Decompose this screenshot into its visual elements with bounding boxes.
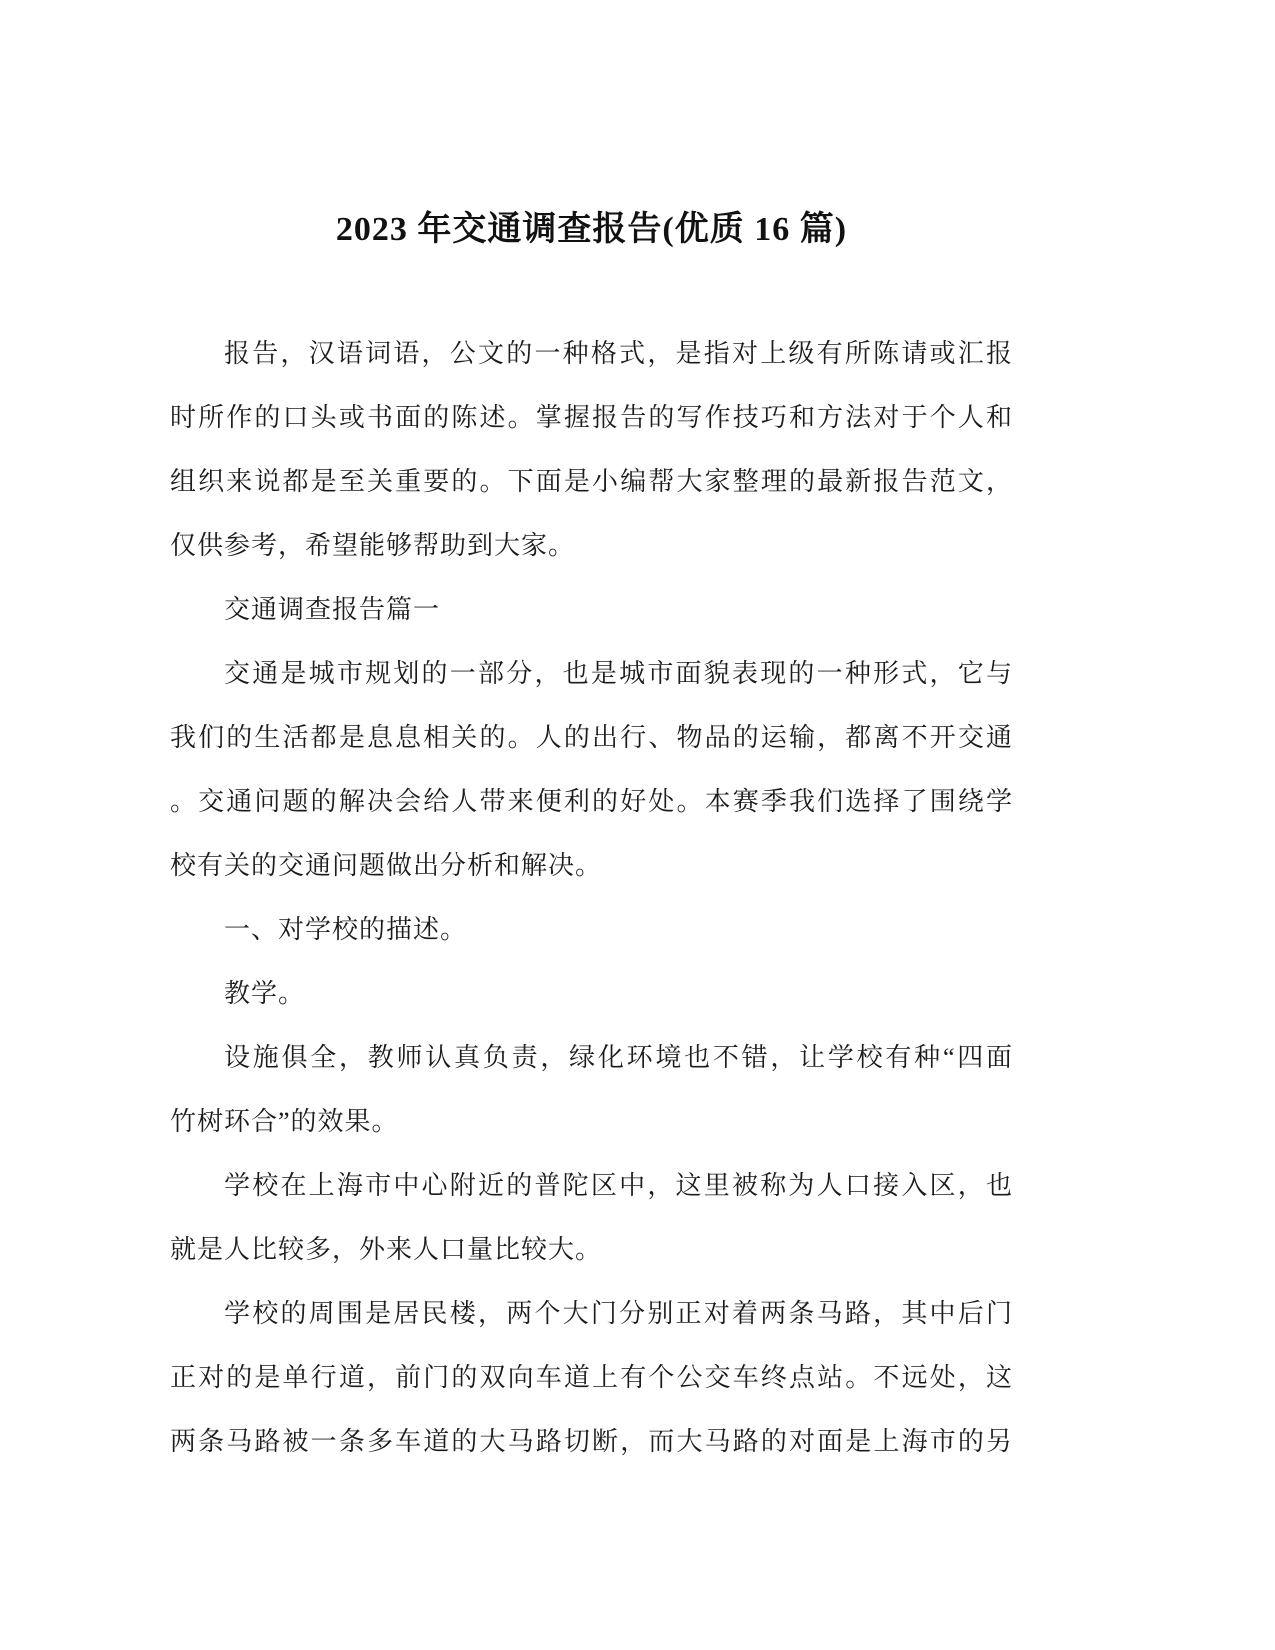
body-line: 一、对学校的描述。 (224, 915, 468, 944)
body-line: 教学。 (224, 979, 306, 1008)
body-line: 竹树环合”的效果。 (170, 1107, 399, 1136)
body-line: 正对的是单行道，前门的双向车道上有个公交车终点站。不远处，这 (170, 1363, 1013, 1392)
body-line: 学校在上海市中心附近的普陀区中，这里被称为人口接入区，也 (224, 1171, 1013, 1200)
body-line: 时所作的口头或书面的陈述。掌握报告的写作技巧和方法对于个人和 (170, 403, 1013, 432)
body-line: 校有关的交通问题做出分析和解决。 (170, 851, 603, 880)
body-line: 。交通问题的解决会给人带来便利的好处。本赛季我们选择了围绕学 (170, 787, 1013, 816)
body-line: 仅供参考，希望能够帮助到大家。 (170, 531, 576, 560)
body-line: 就是人比较多，外来人口量比较大。 (170, 1235, 603, 1264)
body-line: 组织来说都是至关重要的。下面是小编帮大家整理的最新报告范文， (170, 467, 1013, 496)
body-line: 交通调查报告篇一 (224, 595, 441, 624)
body-line: 报告，汉语词语，公文的一种格式，是指对上级有所陈请或汇报 (224, 339, 1013, 368)
body-line: 交通是城市规划的一部分，也是城市面貌表现的一种形式，它与 (224, 659, 1013, 688)
body-line: 设施俱全，教师认真负责，绿化环境也不错，让学校有种“四面 (224, 1043, 1013, 1072)
body-line: 我们的生活都是息息相关的。人的出行、物品的运输，都离不开交通 (170, 723, 1013, 752)
body-line: 学校的周围是居民楼，两个大门分别正对着两条马路，其中后门 (224, 1299, 1013, 1328)
document-body (170, 322, 1013, 1474)
document-title: 2023 年交通调查报告(优质 16 篇) (335, 211, 848, 248)
body-line: 两条马路被一条多车道的大马路切断，而大马路的对面是上海市的另 (170, 1427, 1013, 1456)
